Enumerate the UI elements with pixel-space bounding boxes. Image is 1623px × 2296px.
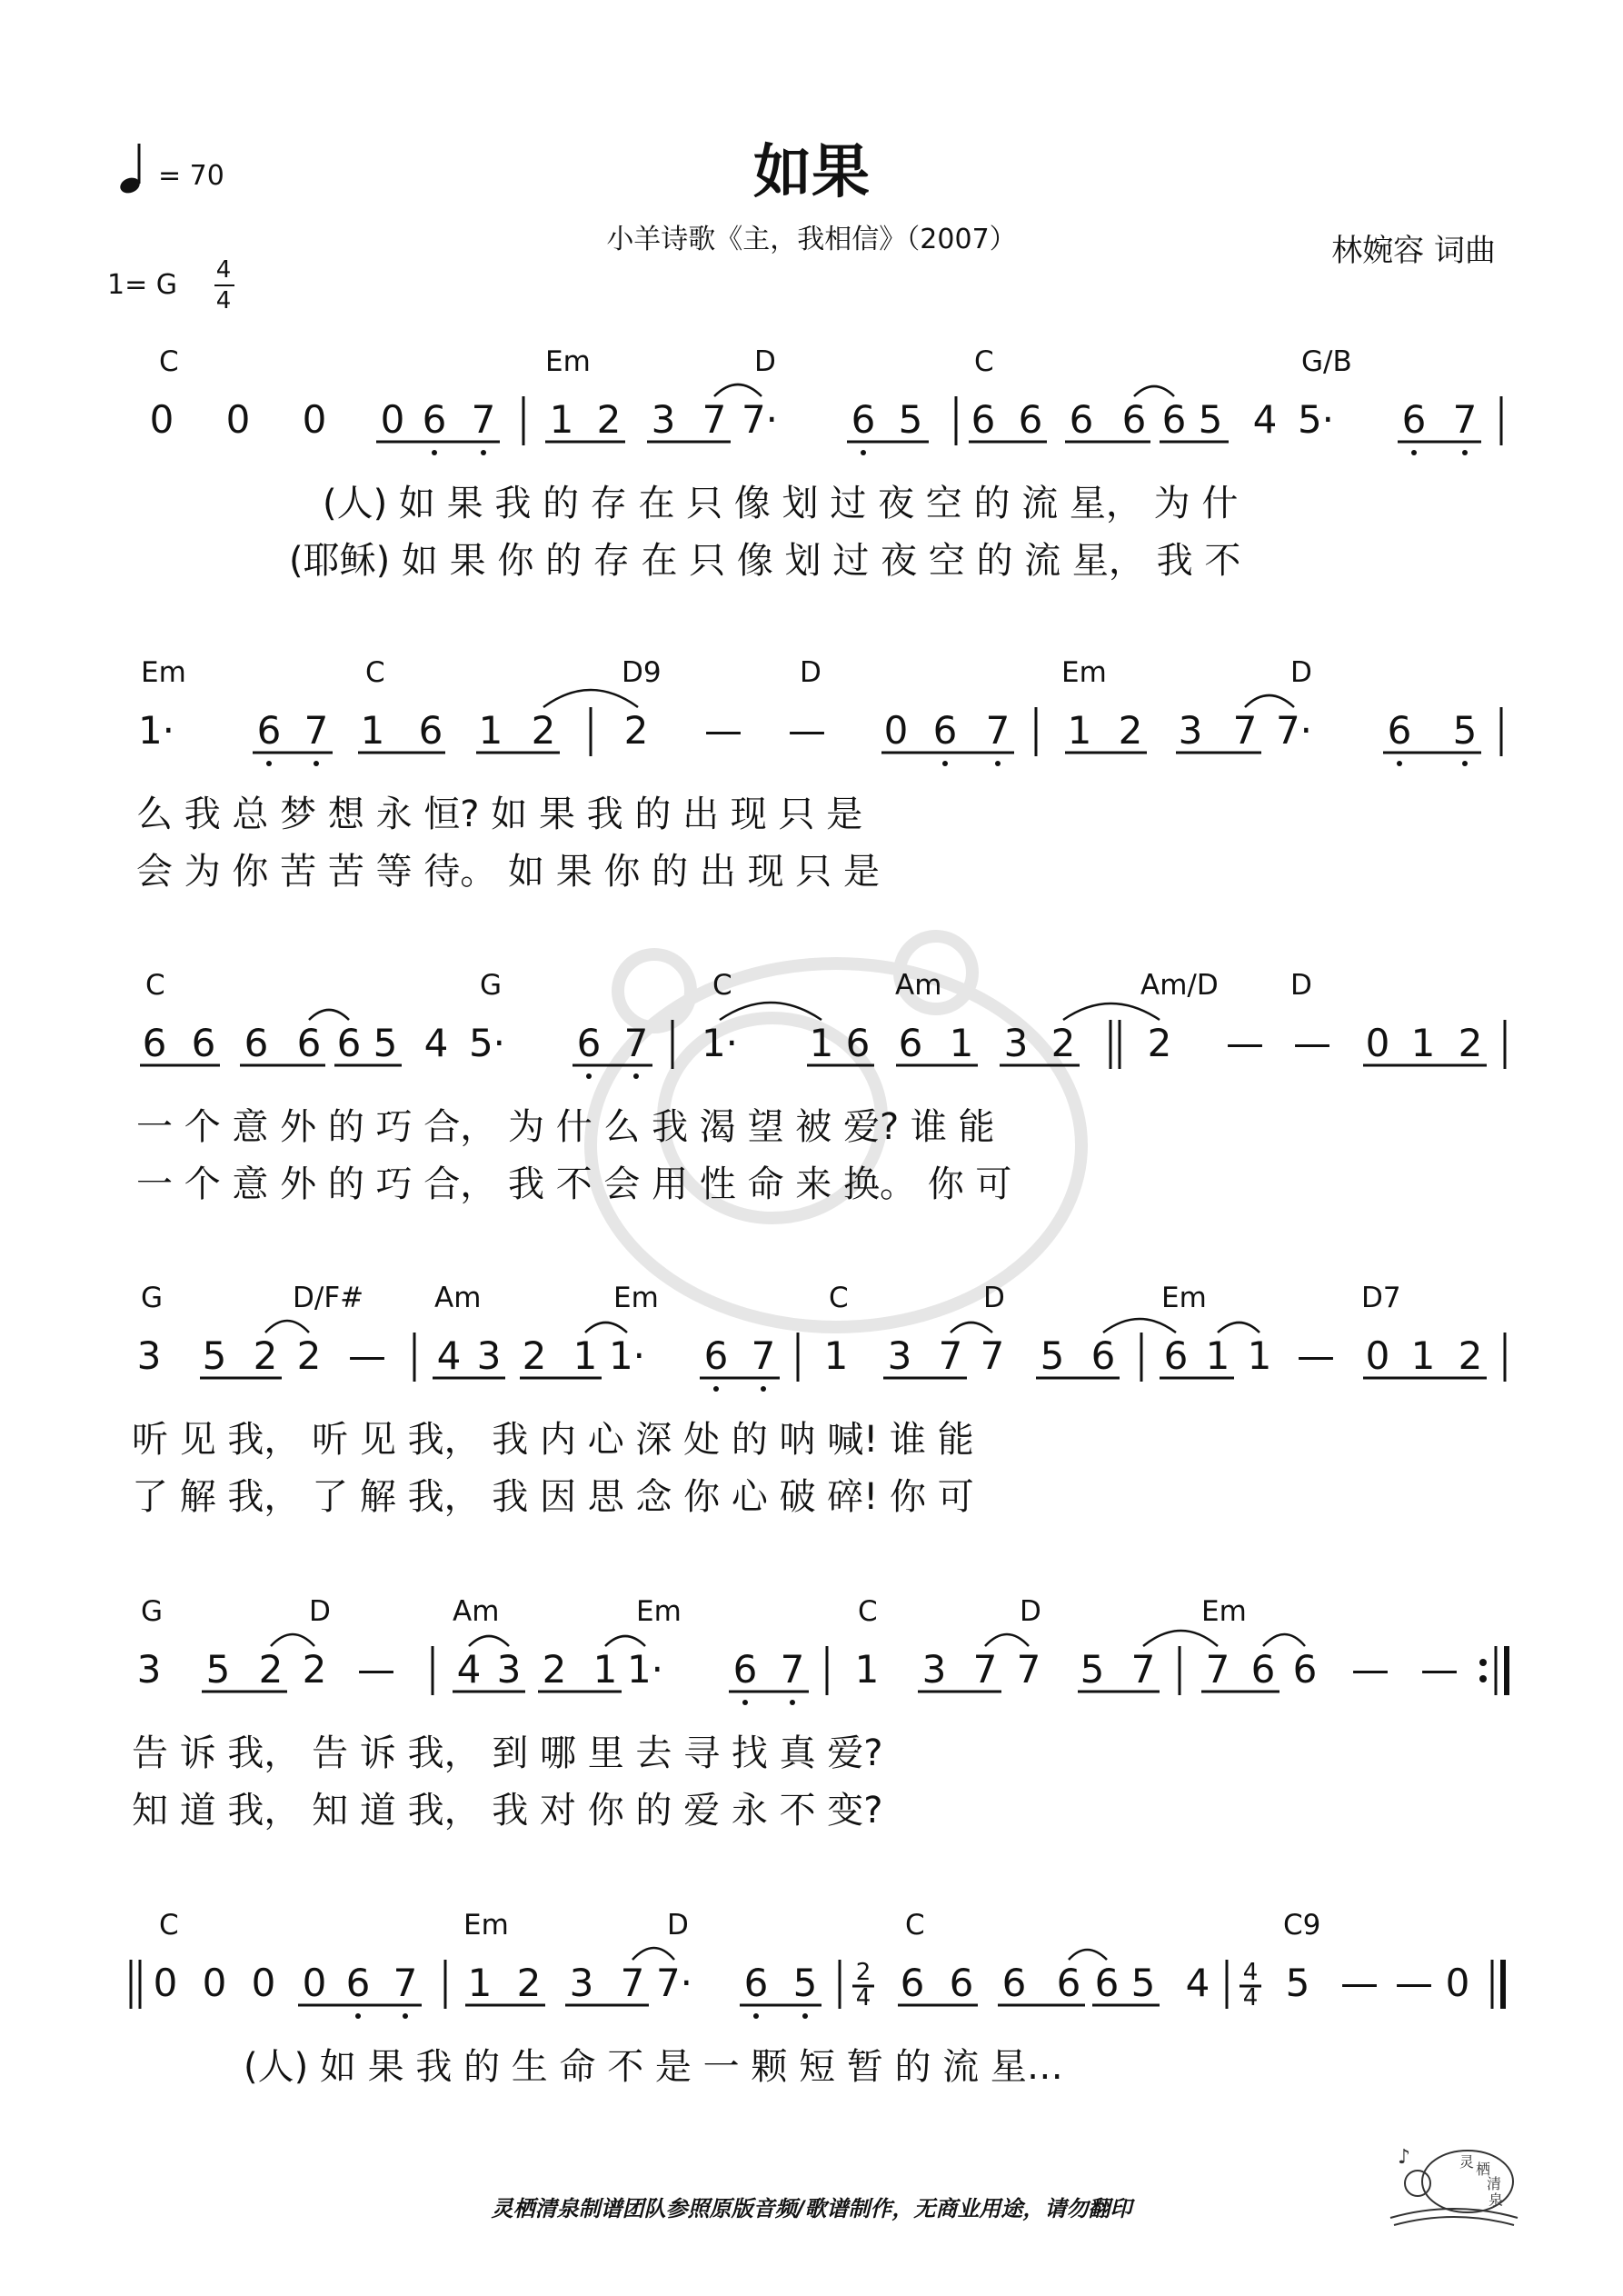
svg-text:6: 6: [949, 1961, 974, 2005]
svg-text:1: 1: [1410, 1021, 1436, 1065]
time-signature-bottom: 4: [215, 287, 232, 314]
svg-text:6: 6: [576, 1021, 602, 1065]
svg-text:7: 7: [972, 1647, 998, 1692]
svg-text:6: 6: [191, 1021, 216, 1065]
svg-text:6: 6: [296, 1021, 322, 1065]
chord-label: G/B: [1301, 345, 1352, 378]
svg-text:6: 6: [1069, 397, 1094, 442]
svg-text:1·: 1·: [137, 708, 175, 753]
chord-label: Am: [453, 1595, 500, 1628]
svg-text:7·: 7·: [655, 1961, 693, 2005]
svg-text:3: 3: [1003, 1021, 1029, 1065]
logo-char: 清: [1487, 2175, 1502, 2192]
svg-text:7: 7: [1452, 397, 1478, 442]
svg-text:♪: ♪: [1398, 2146, 1411, 2169]
chord-label: C: [712, 969, 732, 1002]
svg-text:6: 6: [1401, 397, 1427, 442]
svg-text:7: 7: [985, 708, 1011, 753]
score-row-6: [0, 1909, 1623, 2291]
svg-text:3: 3: [651, 397, 676, 442]
chord-label: C: [159, 1909, 179, 1942]
svg-text:7: 7: [938, 1333, 963, 1378]
chord-label: D: [309, 1595, 331, 1628]
svg-text:6: 6: [1161, 397, 1187, 442]
lyric-line: 了 解 我， 了 解 我， 我 因 思 念 你 心 破 碎! 你 可: [132, 1476, 974, 1518]
chord-label: D/F#: [293, 1282, 364, 1314]
svg-text:2: 2: [542, 1647, 567, 1692]
svg-text:7: 7: [751, 1333, 776, 1378]
svg-text:0: 0: [302, 397, 327, 442]
svg-text:7: 7: [780, 1647, 805, 1692]
svg-text:2: 2: [522, 1333, 547, 1378]
svg-text:7: 7: [1130, 1647, 1156, 1692]
svg-text:5: 5: [792, 1961, 818, 2005]
chord-label: Em: [636, 1595, 682, 1628]
svg-text:1·: 1·: [701, 1021, 739, 1065]
svg-text:0: 0: [883, 708, 909, 753]
svg-text:6: 6: [932, 708, 958, 753]
svg-text:7: 7: [702, 397, 727, 442]
svg-text:6: 6: [244, 1021, 269, 1065]
svg-text:0: 0: [251, 1961, 276, 2005]
svg-text:0: 0: [1365, 1021, 1390, 1065]
svg-text:4: 4: [456, 1647, 482, 1692]
svg-text:7: 7: [1232, 708, 1258, 753]
chord-label: G: [480, 969, 503, 1002]
svg-text:1: 1: [1205, 1333, 1230, 1378]
svg-text:2: 2: [516, 1961, 542, 2005]
svg-text:1: 1: [478, 708, 503, 753]
svg-text:4: 4: [423, 1021, 449, 1065]
chord-label: C9: [1283, 1909, 1321, 1942]
svg-text:2: 2: [623, 708, 649, 753]
svg-text:6: 6: [898, 1021, 923, 1065]
svg-text:7: 7: [471, 397, 496, 442]
svg-text:1: 1: [1247, 1333, 1272, 1378]
svg-text:4: 4: [1242, 1959, 1259, 1986]
svg-text:1: 1: [549, 397, 574, 442]
svg-text:6: 6: [1001, 1961, 1027, 2005]
svg-text:7: 7: [1205, 1647, 1230, 1692]
lyric-line: (人) 如 果 我 的 存 在 只 像 划 过 夜 空 的 流 星， 为 什: [323, 483, 1239, 524]
svg-text:7·: 7·: [1275, 708, 1313, 753]
svg-text:5: 5: [1080, 1647, 1105, 1692]
svg-text:7: 7: [620, 1961, 645, 2005]
svg-text:3: 3: [569, 1961, 594, 2005]
svg-text:0: 0: [153, 1961, 178, 2005]
svg-text:5: 5: [1198, 397, 1223, 442]
svg-text:6: 6: [345, 1961, 371, 2005]
lyric-line: 么 我 总 梦 想 永 恒? 如 果 我 的 出 现 只 是: [136, 794, 863, 835]
svg-text:2: 2: [855, 1959, 871, 1986]
svg-text:0: 0: [225, 397, 251, 442]
svg-text:—: —: [788, 708, 826, 753]
svg-text:0: 0: [202, 1961, 227, 2005]
time-signature-top: 4: [215, 256, 232, 284]
svg-text:3: 3: [496, 1647, 522, 1692]
svg-text:5·: 5·: [468, 1021, 506, 1065]
svg-text:1: 1: [360, 708, 385, 753]
svg-text:6: 6: [732, 1647, 758, 1692]
svg-text:0: 0: [1365, 1333, 1390, 1378]
svg-text:2: 2: [253, 1333, 278, 1378]
chord-label: C: [159, 345, 179, 378]
publisher-logo: [1381, 2136, 1527, 2236]
svg-text:2: 2: [1458, 1333, 1483, 1378]
lyric-line: 知 道 我， 知 道 我， 我 对 你 的 爱 永 不 变?: [132, 1790, 883, 1832]
svg-text:6: 6: [142, 1021, 167, 1065]
chord-label: C: [829, 1282, 849, 1314]
chord-label: Em: [141, 656, 186, 689]
svg-text:—: —: [1351, 1647, 1389, 1692]
chord-label: Em: [1161, 1282, 1207, 1314]
svg-text:3: 3: [136, 1333, 162, 1378]
svg-text:7: 7: [980, 1333, 1005, 1378]
chord-label: Em: [613, 1282, 659, 1314]
lyric-line: (耶稣) 如 果 你 的 存 在 只 像 划 过 夜 空 的 流 星， 我 不: [289, 540, 1241, 582]
svg-text:7·: 7·: [741, 397, 779, 442]
svg-text:7: 7: [623, 1021, 649, 1065]
svg-text:2: 2: [258, 1647, 284, 1692]
song-title: 如果: [753, 139, 870, 206]
svg-text:—: —: [348, 1333, 386, 1378]
svg-text:6: 6: [845, 1021, 871, 1065]
lyric-line: 告 诉 我， 告 诉 我， 到 哪 里 去 寻 找 真 爱?: [132, 1732, 883, 1774]
chord-label: C: [145, 969, 165, 1002]
svg-text:2: 2: [531, 708, 556, 753]
svg-text:6: 6: [1387, 708, 1412, 753]
lyric-line: (人) 如 果 我 的 生 命 不 是 一 颗 短 暂 的 流 星…: [244, 2046, 1063, 2088]
chord-label: Am: [895, 969, 942, 1002]
svg-text:6: 6: [851, 397, 876, 442]
chord-label: Am: [434, 1282, 482, 1314]
svg-text:4: 4: [855, 1984, 871, 2011]
lyric-line: 一 个 意 外 的 巧 合， 为 什 么 我 渴 望 被 爱? 谁 能: [136, 1106, 995, 1148]
chord-label: G: [141, 1595, 164, 1628]
svg-text:5: 5: [202, 1333, 227, 1378]
logo-char: 泉: [1489, 2191, 1504, 2209]
svg-text:0: 0: [149, 397, 174, 442]
chord-label: C: [905, 1909, 925, 1942]
svg-text:—: —: [357, 1647, 395, 1692]
svg-text:2: 2: [302, 1647, 327, 1692]
svg-text:6: 6: [703, 1333, 729, 1378]
chord-label: D: [754, 345, 776, 378]
svg-text:3: 3: [921, 1647, 947, 1692]
footer-notice: 灵栖清泉制谱团队参照原版音频/歌谱制作，无商业用途，请勿翻印: [491, 2196, 1132, 2221]
chord-label: D7: [1361, 1282, 1401, 1314]
svg-text:2: 2: [1118, 708, 1143, 753]
chord-label: G: [141, 1282, 164, 1314]
svg-text:—: —: [1297, 1333, 1335, 1378]
svg-text:2: 2: [1147, 1021, 1172, 1065]
svg-text:6: 6: [1163, 1333, 1189, 1378]
svg-text:4: 4: [1252, 397, 1278, 442]
svg-text:—: —: [1340, 1961, 1379, 2005]
svg-text:6: 6: [971, 397, 996, 442]
chord-label: Em: [463, 1909, 509, 1942]
svg-text:6: 6: [1250, 1647, 1276, 1692]
svg-text:4: 4: [1242, 1984, 1259, 2011]
logo-char: 灵: [1459, 2153, 1475, 2171]
chord-label: C: [858, 1595, 878, 1628]
svg-text:5: 5: [1130, 1961, 1156, 2005]
svg-text:2: 2: [1458, 1021, 1483, 1065]
svg-text:7: 7: [304, 708, 329, 753]
chord-label: D: [1020, 1595, 1041, 1628]
svg-text:6: 6: [1292, 1647, 1318, 1692]
svg-text:7: 7: [1016, 1647, 1041, 1692]
svg-text:0: 0: [380, 397, 405, 442]
svg-text:6: 6: [900, 1961, 925, 2005]
svg-text:5·: 5·: [1297, 397, 1335, 442]
key-signature: 1= G: [107, 269, 178, 301]
svg-text:1: 1: [467, 1961, 493, 2005]
svg-text:6: 6: [743, 1961, 769, 2005]
chord-label: Em: [1061, 656, 1107, 689]
svg-text:1: 1: [573, 1333, 598, 1378]
lyric-line: 会 为 你 苦 苦 等 待。 如 果 你 的 出 现 只 是: [136, 851, 881, 893]
chord-label: D: [1290, 656, 1312, 689]
svg-text:3: 3: [887, 1333, 912, 1378]
svg-text:6: 6: [1094, 1961, 1120, 2005]
svg-text:5: 5: [373, 1021, 398, 1065]
svg-text:6: 6: [418, 708, 443, 753]
chord-label: Em: [545, 345, 591, 378]
svg-text:1: 1: [592, 1647, 618, 1692]
svg-text:4: 4: [436, 1333, 462, 1378]
svg-text:5: 5: [898, 397, 923, 442]
svg-text:1: 1: [823, 1333, 849, 1378]
svg-text:—: —: [1395, 1961, 1433, 2005]
svg-text:—: —: [1420, 1647, 1459, 1692]
logo-char: 栖: [1476, 2161, 1491, 2178]
svg-text:3: 3: [136, 1647, 162, 1692]
svg-text:2: 2: [1050, 1021, 1076, 1065]
svg-text:6: 6: [1056, 1961, 1081, 2005]
chord-label: C: [365, 656, 385, 689]
chord-label: D: [667, 1909, 689, 1942]
svg-text:6: 6: [1090, 1333, 1116, 1378]
lyric-line: 听 见 我， 听 见 我， 我 内 心 深 处 的 呐 喊! 谁 能: [132, 1419, 974, 1461]
svg-text:3: 3: [476, 1333, 502, 1378]
svg-text:1: 1: [1410, 1333, 1436, 1378]
svg-text:1: 1: [854, 1647, 880, 1692]
chord-label: D: [800, 656, 821, 689]
svg-text:—: —: [1226, 1021, 1264, 1065]
svg-text:5: 5: [205, 1647, 231, 1692]
svg-text:6: 6: [336, 1021, 362, 1065]
svg-text:6: 6: [1121, 397, 1147, 442]
svg-text:1: 1: [1067, 708, 1092, 753]
svg-text:6: 6: [256, 708, 282, 753]
svg-text:3: 3: [1178, 708, 1203, 753]
svg-text:—: —: [1293, 1021, 1331, 1065]
chord-label: D9: [622, 656, 662, 689]
svg-text:1: 1: [809, 1021, 834, 1065]
svg-text:4: 4: [1185, 1961, 1210, 2005]
chord-label: Am/D: [1140, 969, 1219, 1002]
chord-label: C: [974, 345, 994, 378]
time-signature-line: [214, 285, 234, 286]
svg-text:2: 2: [596, 397, 622, 442]
svg-text:—: —: [704, 708, 742, 753]
svg-text:0: 0: [302, 1961, 327, 2005]
svg-text:5: 5: [1452, 708, 1478, 753]
svg-text:6: 6: [1018, 397, 1043, 442]
svg-text:0: 0: [1445, 1961, 1470, 2005]
svg-text:1: 1: [949, 1021, 974, 1065]
svg-text:5: 5: [1285, 1961, 1310, 2005]
lyric-line: 一 个 意 外 的 巧 合， 我 不 会 用 性 命 来 换。 你 可: [136, 1163, 1012, 1205]
svg-text:2: 2: [296, 1333, 322, 1378]
chord-label: D: [1290, 969, 1312, 1002]
svg-text:5: 5: [1040, 1333, 1065, 1378]
chord-label: D: [983, 1282, 1005, 1314]
tempo-value: = 70: [158, 160, 224, 192]
svg-text:1·: 1·: [626, 1647, 664, 1692]
chord-label: Em: [1201, 1595, 1247, 1628]
svg-text:6: 6: [422, 397, 447, 442]
svg-text:1·: 1·: [608, 1333, 646, 1378]
svg-text:7: 7: [393, 1961, 418, 2005]
composer-credit: 林婉容 词曲: [1331, 233, 1496, 269]
song-subtitle: 小羊诗歌《主，我相信》（2007）: [606, 224, 1017, 255]
